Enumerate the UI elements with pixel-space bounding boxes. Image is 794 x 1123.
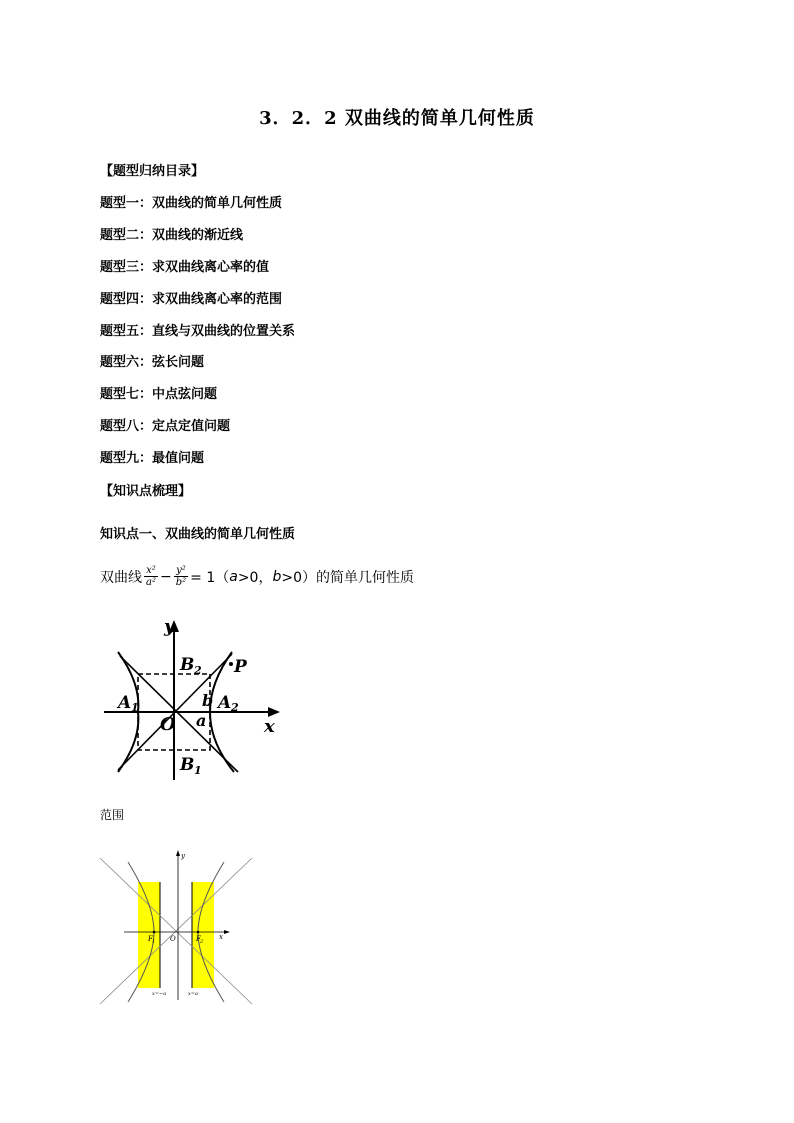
focus-f2-sub: 2 <box>200 939 204 945</box>
catalog-item: 题型二：双曲线的渐近线 <box>100 228 244 243</box>
label-b1: B <box>180 755 195 775</box>
label-b2-sub: 2 <box>194 664 202 677</box>
label-b2: B <box>180 655 195 675</box>
hyperbola-equation-line <box>100 565 414 588</box>
label-origin: O <box>160 714 176 735</box>
x-axis-label: x <box>264 716 275 737</box>
catalog-heading: 【题型归纳目录】 <box>100 164 205 179</box>
catalog-item: 题型九：最值问题 <box>100 451 205 466</box>
catalog-item: 题型五：直线与双曲线的位置关系 <box>100 324 296 339</box>
hyperbola-diagram <box>100 612 290 784</box>
x-fraction <box>144 565 158 588</box>
label-a1-sub: 1 <box>131 701 139 714</box>
knowledge-point-1: 知识点一、双曲线的简单几何性质 <box>100 527 296 542</box>
catalog-item: 题型三：求双曲线离心率的值 <box>100 260 270 275</box>
catalog-item: 题型四：求双曲线离心率的范围 <box>100 292 283 307</box>
focus-f1-point <box>153 931 156 934</box>
x-fraction-numerator: x² <box>146 565 156 576</box>
point-p <box>229 662 233 666</box>
y-fraction-denominator: b² <box>175 577 187 588</box>
range-diagram <box>98 848 254 1006</box>
label-b1-sub: 1 <box>194 764 202 777</box>
y-fraction <box>174 565 188 588</box>
y-axis-label: y <box>181 852 185 860</box>
y-axis-label: y <box>164 616 175 637</box>
origin-label: O <box>170 935 176 943</box>
label-b: b <box>202 691 214 710</box>
catalog-item: 题型八：定点定值问题 <box>100 419 231 434</box>
condition-a: a <box>229 568 238 585</box>
x-axis-arrow <box>224 930 230 934</box>
line-x-neg-a-label: x=−a <box>152 991 167 997</box>
catalog-item: 题型六：弦长问题 <box>100 355 205 370</box>
range-label: 范围 <box>100 808 125 822</box>
condition-b-gt0: >0）的简单几何性质 <box>281 569 414 586</box>
x-axis-label: x <box>219 933 223 941</box>
y-fraction-numerator: y² <box>176 565 186 576</box>
knowledge-heading: 【知识点梳理】 <box>100 484 192 499</box>
focus-f1-sub: 1 <box>152 939 156 945</box>
catalog-item: 题型一：双曲线的简单几何性质 <box>100 196 283 211</box>
catalog-item: 题型七：中点弦问题 <box>100 387 218 402</box>
page-title: 3．2．2 双曲线的简单几何性质 <box>259 108 535 129</box>
label-a1: A <box>118 693 132 713</box>
label-a2: A <box>218 693 232 713</box>
label-a2-sub: 2 <box>231 701 239 714</box>
minus-sign: − <box>159 568 172 585</box>
condition-a-gt0: >0， <box>237 569 273 586</box>
focus-f2-label: F <box>196 935 201 943</box>
focus-f1-label: F <box>148 935 153 943</box>
y-axis-arrow <box>176 850 180 856</box>
formula-prefix: 双曲线 <box>100 569 142 586</box>
equals-one: = 1（ <box>190 569 230 586</box>
x-fraction-denominator: a² <box>146 577 156 588</box>
label-p: P <box>234 657 247 677</box>
label-a: a <box>196 711 207 730</box>
line-x-a-label: x=a <box>188 991 198 997</box>
condition-b: b <box>272 568 282 585</box>
focus-f2-point <box>197 931 200 934</box>
